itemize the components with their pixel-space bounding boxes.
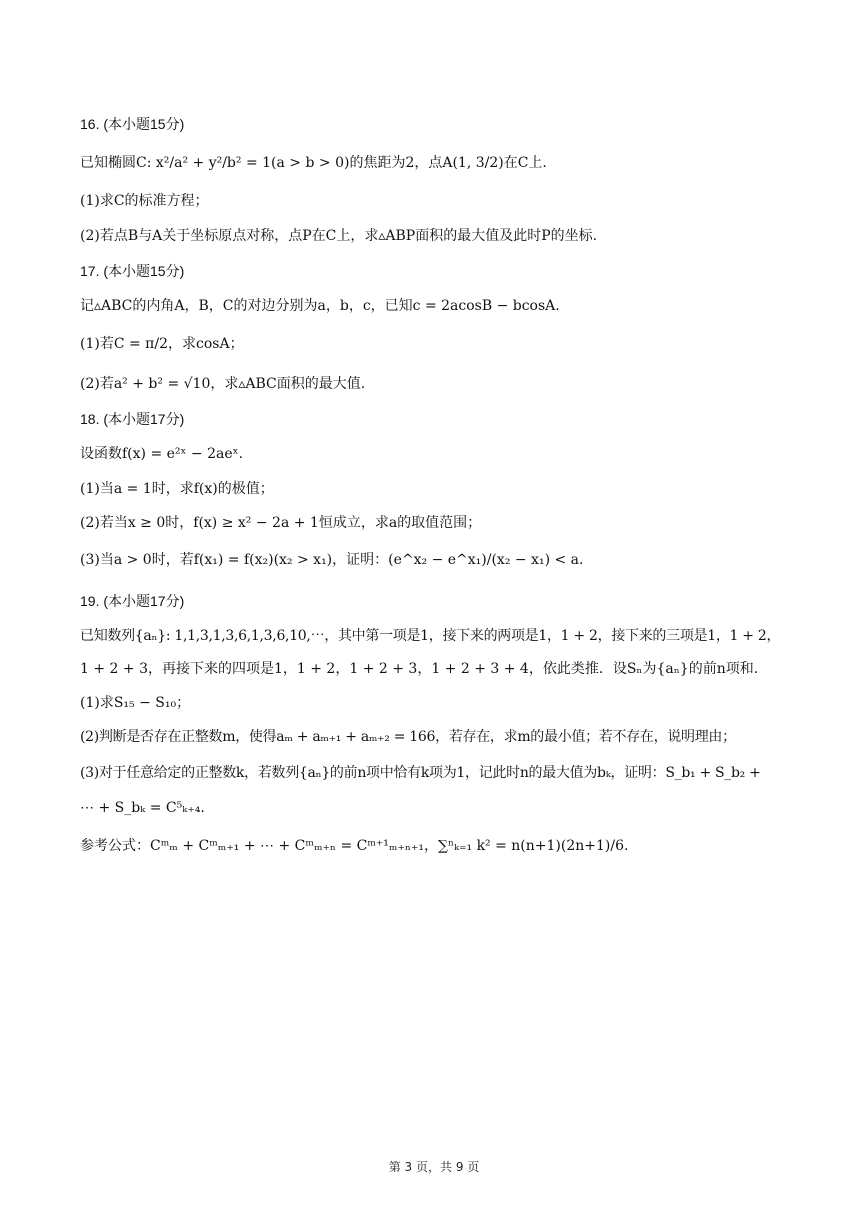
- question-16-part-2: (2)若点B与A关于坐标原点对称，点P在C上，求▵ABP面积的最大值及此时P的坐标.: [80, 228, 598, 244]
- question-16-header: 16. (本小题15分): [80, 116, 185, 132]
- page-number-footer: 第 3 页，共 9 页: [388, 1160, 480, 1174]
- question-19-part-2: (2)判断是否存在正整数m，使得aₘ + aₘ₊₁ + aₘ₊₂ = 166，若存在，求m的最小值；若不存在，说明理由；: [80, 729, 736, 745]
- question-17-header: 17. (本小题15分): [80, 263, 185, 279]
- question-19-header: 19. (本小题17分): [80, 593, 185, 609]
- question-17-part-2: (2)若a² + b² = √10，求▵ABC面积的最大值.: [80, 376, 366, 392]
- reference-formula: 参考公式：Cᵐₘ + Cᵐₘ₊₁ + ⋯ + Cᵐₘ₊ₙ = Cᵐ⁺¹ₘ₊ₙ₊₁，∑ⁿₖ₌₁ k² = n(n+1)(2n+1)/6.: [80, 838, 629, 854]
- question-18-part-3: (3)当a > 0时，若f(x₁) = f(x₂)(x₂ > x₁)，证明：(e^x₂ − e^x₁)/(x₂ − x₁) < a.: [80, 552, 584, 568]
- question-18-part-1: (1)当a = 1时，求f(x)的极值；: [80, 481, 274, 497]
- question-19-part-1: (1)求S₁₅ − S₁₀；: [80, 695, 191, 711]
- question-18-part-2: (2)若当x ≥ 0时，f(x) ≥ x² − 2a + 1恒成立，求a的取值范围；: [80, 515, 482, 531]
- question-19-part-3-line-2: ⋯ + S_bₖ = C⁵ₖ₊₄.: [80, 800, 205, 816]
- question-19-part-3-line-1: (3)对于任意给定的正整数k，若数列{aₙ}的前n项中恰有k项为1，记此时n的最大值为bₖ，证明：S_b₁ + S_b₂ +: [80, 765, 761, 781]
- question-18-stem: 设函数f(x) = e²ˣ − 2aeˣ.: [80, 446, 244, 462]
- question-17-stem: 记▵ABC的内角A，B，C的对边分别为a，b，c，已知c = 2acosB − bcosA.: [80, 298, 560, 314]
- question-16-part-1: (1)求C的标准方程；: [80, 193, 209, 209]
- question-18-header: 18. (本小题17分): [80, 411, 185, 427]
- question-19-stem-line-2: 1 + 2 + 3，再接下来的四项是1，1 + 2，1 + 2 + 3，1 + 2 + 3 + 4，依此类推．设Sₙ为{aₙ}的前n项和.: [80, 661, 759, 677]
- question-19-stem-line-1: 已知数列{aₙ}: 1,1,3,1,3,6,1,3,6,10,⋯，其中第一项是1，接下来的两项是1，1 + 2，接下来的三项是1，1 + 2，: [80, 628, 781, 644]
- question-17-part-1: (1)若C = π/2，求cosA；: [80, 336, 244, 352]
- question-16-stem: 已知椭圆C: x²/a² + y²/b² = 1(a > b > 0)的焦距为2，点A(1, 3/2)在C上.: [80, 155, 547, 171]
